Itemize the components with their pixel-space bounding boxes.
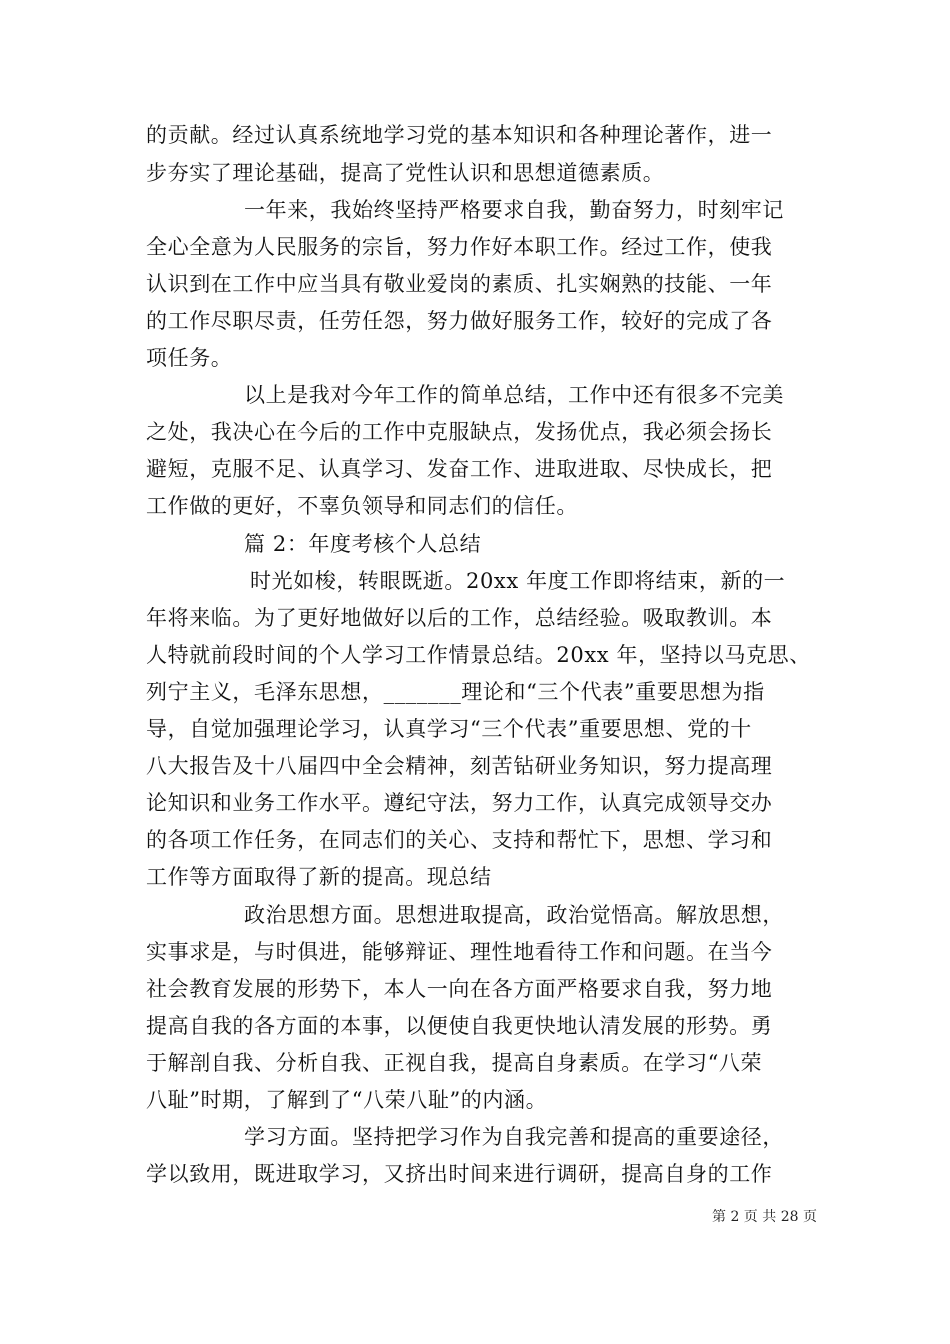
text-line: 社会教育发展的形势下，本人一向在各方面严格要求自我，努力地 [146, 977, 773, 1001]
text-line: 一年来，我始终坚持严格要求自我，勤奋努力，时刻牢记 [244, 198, 784, 222]
text-line: 列宁主义，毛泽东思想，_______理论和“三个代表”重要思想为指 [146, 680, 765, 704]
text-line: 论知识和业务工作水平。遵纪守法，努力工作，认真完成领导交办 [146, 791, 773, 815]
text-line: 全心全意为人民服务的宗旨，努力作好本职工作。经过工作，使我 [146, 235, 773, 259]
text-line: 步夯实了理论基础，提高了党性认识和思想道德素质。 [146, 161, 665, 185]
text-line: 年将来临。为了更好地做好以后的工作，总结经验。吸取教训。本 [146, 606, 773, 630]
text-line: 导，自觉加强理论学习，认真学习“三个代表”重要思想、党的十 [146, 717, 752, 741]
text-line: 学以致用，既进取学习，又挤出时间来进行调研，提高自身的工作 [146, 1162, 773, 1186]
text-line: 政治思想方面。思想进取提高，政治觉悟高。解放思想， [244, 903, 784, 927]
text-line: 认识到在工作中应当具有敬业爱岗的素质、扎实娴熟的技能、一年 [146, 272, 773, 296]
text-line: 于解剖自我、分析自我、正视自我，提高自身素质。在学习“八荣 [146, 1051, 763, 1075]
text-line: 实事求是，与时俱进，能够辩证、理性地看待工作和问题。在当今 [146, 940, 773, 964]
text-line: 以上是我对今年工作的简单总结，工作中还有很多不完美 [244, 383, 784, 407]
text-line: 工作做的更好，不辜负领导和同志们的信任。 [146, 494, 578, 518]
page-number: 第 2 页 共 28 页 [712, 1209, 817, 1225]
text-line: 的各项工作任务，在同志们的关心、支持和帮忙下，思想、学习和 [146, 828, 773, 852]
text-line: 人特就前段时间的个人学习工作情景总结。20xx 年，坚持以马克思、 [146, 643, 811, 667]
text-line: 提高自我的各方面的本事，以便使自我更快地认清发展的形势。勇 [146, 1014, 773, 1038]
text-line: 的工作尽职尽责，任劳任怨，努力做好服务工作，较好的完成了各 [146, 309, 773, 333]
text-line: 八耻”时期，了解到了“八荣八耻”的内涵。 [146, 1088, 548, 1112]
text-line: 工作等方面取得了新的提高。现总结 [146, 865, 492, 889]
text-line: 避短，克服不足、认真学习、发奋工作、进取进取、尽快成长，把 [146, 457, 773, 481]
text-line: 项任务。 [146, 346, 233, 370]
text-line: 学习方面。坚持把学习作为自我完善和提高的重要途径， [244, 1125, 784, 1149]
text-line: 时光如梭，转眼既逝。20xx 年度工作即将结束，新的一 [250, 569, 786, 593]
text-line: 的贡献。经过认真系统地学习党的基本知识和各种理论著作，进一 [146, 123, 773, 147]
section-heading: 篇 2：年度考核个人总结 [244, 532, 482, 556]
text-line: 八大报告及十八届四中全会精神，刻苦钻研业务知识，努力提高理 [146, 754, 773, 778]
text-line: 之处，我决心在今后的工作中克服缺点，发扬优点，我必须会扬长 [146, 420, 773, 444]
